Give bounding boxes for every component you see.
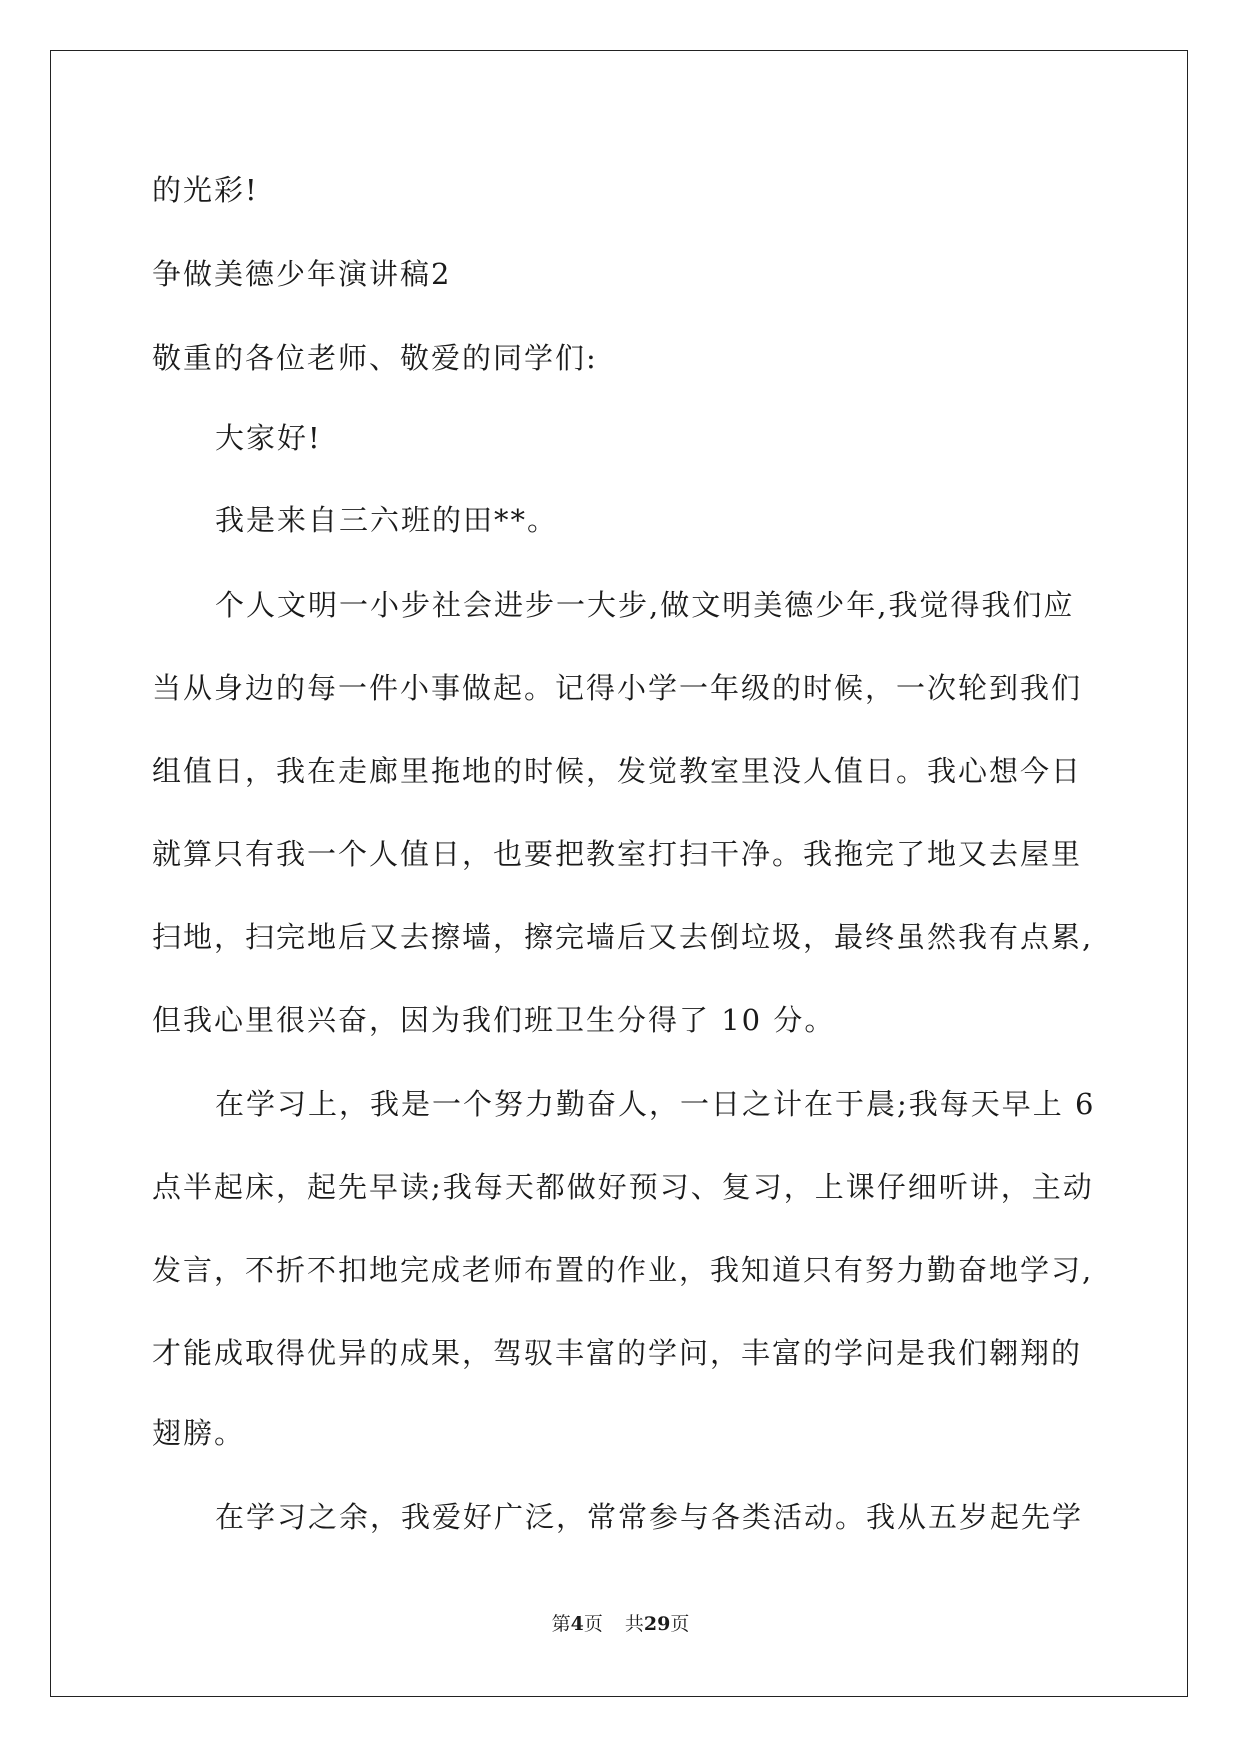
salutation: 敬重的各位老师、敬爱的同学们:	[152, 341, 598, 375]
text-line-15: 才能成取得优异的成果，驾驭丰富的学问，丰富的学问是我们翱翔的	[152, 1336, 1083, 1370]
footer-page-suffix: 页	[583, 1613, 603, 1635]
text-line-7: 当从身边的每一件小事做起。记得小学一年级的时候，一次轮到我们	[152, 671, 1083, 705]
footer-total-prefix: 共	[624, 1613, 644, 1635]
text-line-11: 但我心里很兴奋，因为我们班卫生分得了 10 分。	[152, 1003, 836, 1037]
section-title: 争做美德少年演讲稿2	[152, 257, 452, 291]
greeting: 大家好!	[215, 421, 322, 455]
footer-prefix: 第	[551, 1613, 571, 1635]
text-line-17: 在学习之余，我爱好广泛，常常参与各类活动。我从五岁起先学	[215, 1500, 1084, 1534]
text-line-13: 点半起床，起先早读;我每天都做好预习、复习，上课仔细听讲，主动	[152, 1170, 1094, 1204]
text-line-6: 个人文明一小步社会进步一大步,做文明美德少年,我觉得我们应	[215, 588, 1075, 622]
page-footer	[0, 1612, 1241, 1636]
text-line-16: 翅膀。	[152, 1416, 246, 1450]
text-line-12: 在学习上，我是一个努力勤奋人，一日之计在于晨;我每天早上 6	[215, 1087, 1096, 1121]
text-line-10: 扫地，扫完地后又去擦墙，擦完墙后又去倒垃圾，最终虽然我有点累,	[152, 920, 1094, 954]
text-line-14: 发言，不折不扣地完成老师布置的作业，我知道只有努力勤奋地学习,	[152, 1253, 1094, 1287]
text-line-8: 组值日，我在走廊里拖地的时候，发觉教室里没人值日。我心想今日	[152, 754, 1083, 788]
footer-total-suffix: 页	[670, 1613, 690, 1635]
current-page-number: 4	[570, 1613, 584, 1635]
total-page-count: 29	[643, 1613, 671, 1635]
text-line-9: 就算只有我一个人值日，也要把教室打扫干净。我拖完了地又去屋里	[152, 837, 1083, 871]
text-line-1: 的光彩!	[152, 173, 259, 207]
text-line-5: 我是来自三六班的田**。	[215, 503, 559, 537]
